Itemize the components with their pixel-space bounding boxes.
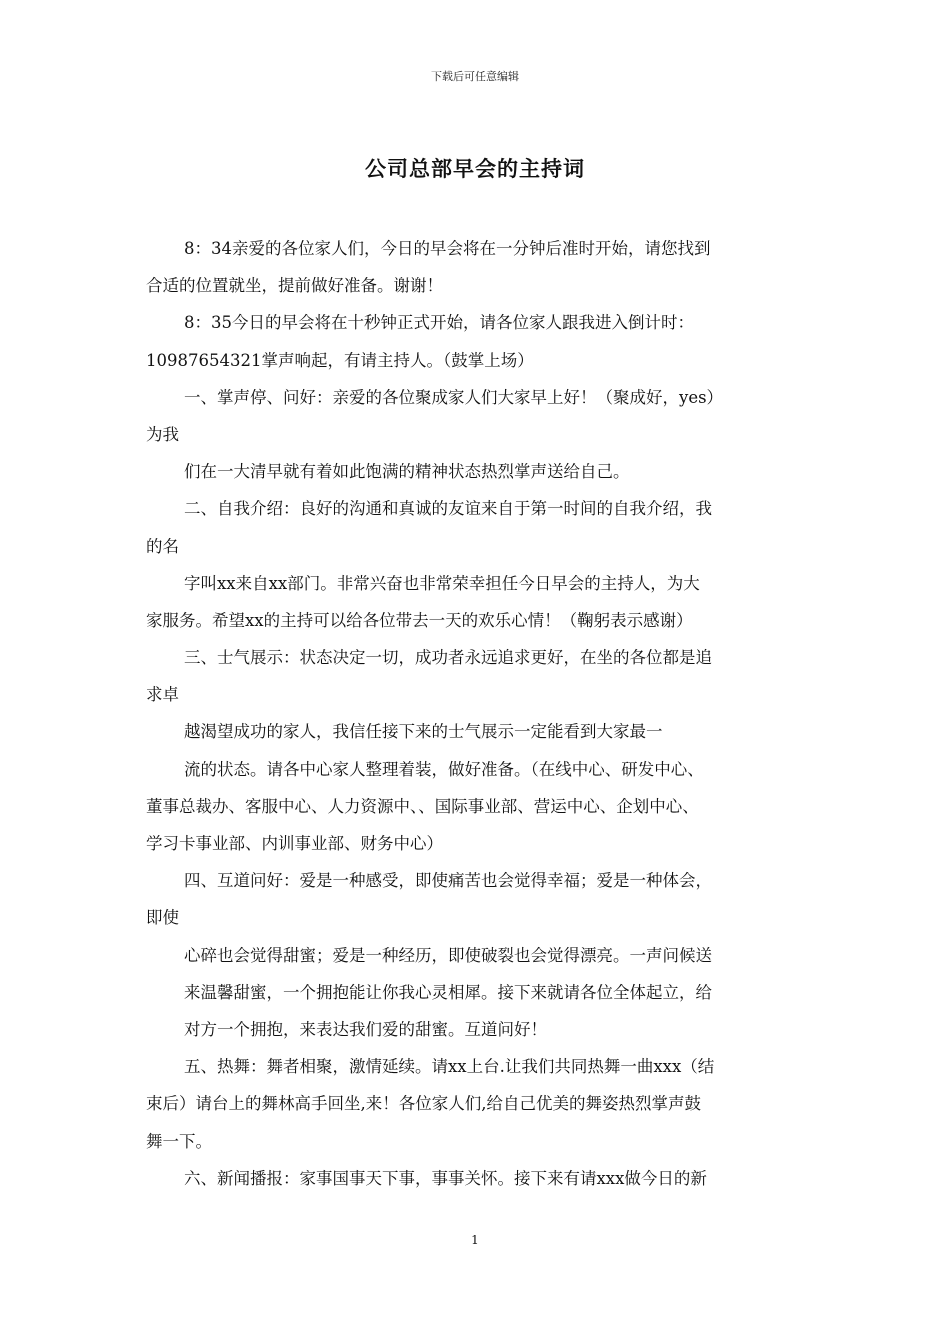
text-line: 们在一大清早就有着如此饱满的精神状态热烈掌声送给自己。 xyxy=(184,462,630,482)
text-line: 字叫xx来自xx部门。非常兴奋也非常荣幸担任今日早会的主持人，为大 xyxy=(184,573,700,593)
text-line: 8：34亲爱的各位家人们，今日的早会将在一分钟后准时开始，请您找到 xyxy=(184,239,711,258)
text-line: 合适的位置就坐，提前做好准备。谢谢！ xyxy=(146,276,443,296)
document-title: 公司总部早会的主持词 xyxy=(365,156,585,181)
text-line: 为我 xyxy=(146,424,179,444)
text-line: 家服务。希望xx的主持可以给各位带去一天的欢乐心情！（鞠躬表示感谢） xyxy=(146,610,693,630)
text-line: 求卓 xyxy=(146,685,179,705)
text-line: 五、热舞：舞者相聚，激情延续。请xx上台.让我们共同热舞一曲xxx（结 xyxy=(184,1057,715,1077)
text-line: 对方一个拥抱，来表达我们爱的甜蜜。互道问好！ xyxy=(184,1019,547,1039)
text-line: 即使 xyxy=(146,908,179,928)
text-line: 学习卡事业部、内训事业部、财务中心） xyxy=(146,834,443,853)
text-line: 六、新闻播报：家事国事天下事，事事关怀。接下来有请xxx做今日的新 xyxy=(184,1168,707,1188)
text-line: 四、互道问好：爱是一种感受，即使痛苦也会觉得幸福；爱是一种体会， xyxy=(184,871,712,891)
document-body xyxy=(146,230,808,1197)
text-line: 流的状态。请各中心家人整理着装，做好准备。（在线中心、研发中心、 xyxy=(184,759,704,779)
text-line: 三、士气展示：状态决定一切，成功者永远追求更好，在坐的各位都是追 xyxy=(184,648,712,668)
text-line: 的名 xyxy=(146,536,179,556)
text-line: 二、自我介绍：良好的沟通和真诚的友谊来自于第一时间的自我介绍，我 xyxy=(184,499,712,519)
text-line: 越渴望成功的家人，我信任接下来的士气展示一定能看到大家最一 xyxy=(184,722,663,742)
text-line: 10987654321掌声响起，有请主持人。（鼓掌上场） xyxy=(146,350,534,370)
text-line: 束后）请台上的舞林高手回坐,来！各位家人们,给自己优美的舞姿热烈掌声鼓 xyxy=(146,1094,701,1114)
text-line: 舞一下。 xyxy=(146,1131,212,1151)
text-line: 8：35今日的早会将在十秒钟正式开始，请各位家人跟我进入倒计时： xyxy=(184,313,694,333)
text-line: 心碎也会觉得甜蜜；爱是一种经历，即使破裂也会觉得漂亮。一声问候送 xyxy=(184,945,712,965)
page-number: 1 xyxy=(471,1233,479,1247)
header-note: 下载后可任意编辑 xyxy=(431,70,519,83)
text-line: 来温馨甜蜜，一个拥抱能让你我心灵相犀。接下来就请各位全体起立，给 xyxy=(184,982,712,1002)
text-line: 董事总裁办、客服中心、人力资源中、、国际事业部、营运中心、企划中心、 xyxy=(146,796,699,816)
text-line: 一、掌声停、问好：亲爱的各位聚成家人们大家早上好！（聚成好，yes） xyxy=(184,387,724,407)
